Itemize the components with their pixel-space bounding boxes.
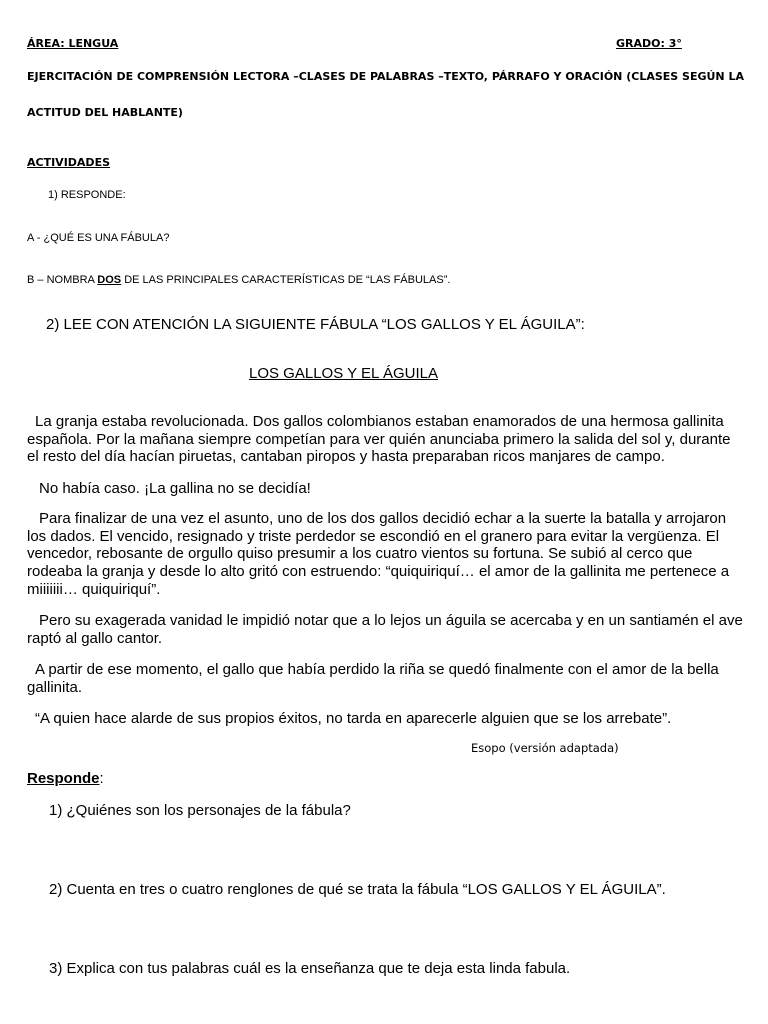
fable-paragraph-1: La granja estaba revolucionada. Dos gallos colombianos estaban enamorados de una hermosa gallinita española. Por la mañana siempre competían para ver quién anunciaba primero la salida del sol y, durante el resto del día hacían piruetas, cantaban piropos y hasta preparaban ricos manjares de campo. [27, 413, 731, 466]
area-label: ÁREA: LENGUA [27, 37, 119, 50]
respond-heading [27, 770, 104, 787]
fable-paragraph-5: A partir de ese momento, el gallo que había perdido la riña se quedó finalmente con el amor de la bella gallinita. [27, 661, 719, 696]
worksheet-title-line1: EJERCITACIÓN DE COMPRENSIÓN LECTORA –CLASES DE PALABRAS –TEXTO, PÁRRAFO Y ORACIÓN (CLASES SEGÚN LA [27, 70, 744, 83]
respond-heading-colon: : [99, 770, 104, 787]
activities-heading: ACTIVIDADES [27, 156, 110, 169]
question-a: A - ¿QUÉ ES UNA FÁBULA? [27, 232, 170, 244]
fable-paragraph-2: No había caso. ¡La gallina no se decidía! [39, 480, 311, 497]
final-question-2: 2) Cuenta en tres o cuatro renglones de qué se trata la fábula “LOS GALLOS Y EL ÁGUILA”. [49, 881, 666, 898]
fable-paragraph-4: Pero su exagerada vanidad le impidió notar que a lo lejos un águila se acercaba y en un santiamén el ave raptó al gallo cantor. [27, 612, 743, 647]
question-b-pre: B – NOMBRA [27, 274, 98, 286]
activity-1: 1) RESPONDE: [48, 189, 126, 201]
grade-label: GRADO: 3° [616, 37, 682, 50]
question-b-emphasis: DOS [97, 274, 122, 286]
worksheet-title-line2: ACTITUD DEL HABLANTE) [27, 106, 183, 119]
final-question-1: 1) ¿Quiénes son los personajes de la fábula? [49, 802, 351, 819]
fable-moral: “A quien hace alarde de sus propios éxitos, no tarda en aparecerle alguien que se los arrebate”. [35, 710, 672, 727]
activity-2: 2) LEE CON ATENCIÓN LA SIGUIENTE FÁBULA “LOS GALLOS Y EL ÁGUILA”: [46, 316, 585, 333]
final-question-3: 3) Explica con tus palabras cuál es la enseñanza que te deja esta linda fabula. [49, 960, 571, 977]
question-b-post: DE LAS PRINCIPALES CARACTERÍSTICAS DE “LAS FÁBULAS”. [121, 274, 451, 286]
respond-heading-text: Responde [27, 770, 100, 787]
question-b [27, 274, 450, 286]
fable-title: LOS GALLOS Y EL ÁGUILA [249, 365, 438, 382]
fable-paragraph-3: Para finalizar de una vez el asunto, uno de los dos gallos decidió echar a la suerte la batalla y arrojaron los dados. El vencido, resignado y triste perdedor se escondió en el granero para evitar la vergüenza. El vencedor, rebosante de orgullo quiso presumir a los cuatro vientos su fortuna. Se subió al cerco que rodeaba la granja y desde lo alto gritó con estruendo: “quiquiriquí… el amor de la gallinita me pertenece a miiiiiii… quiquiriquí”. [27, 510, 730, 598]
fable-author: Esopo (versión adaptada) [471, 741, 619, 755]
